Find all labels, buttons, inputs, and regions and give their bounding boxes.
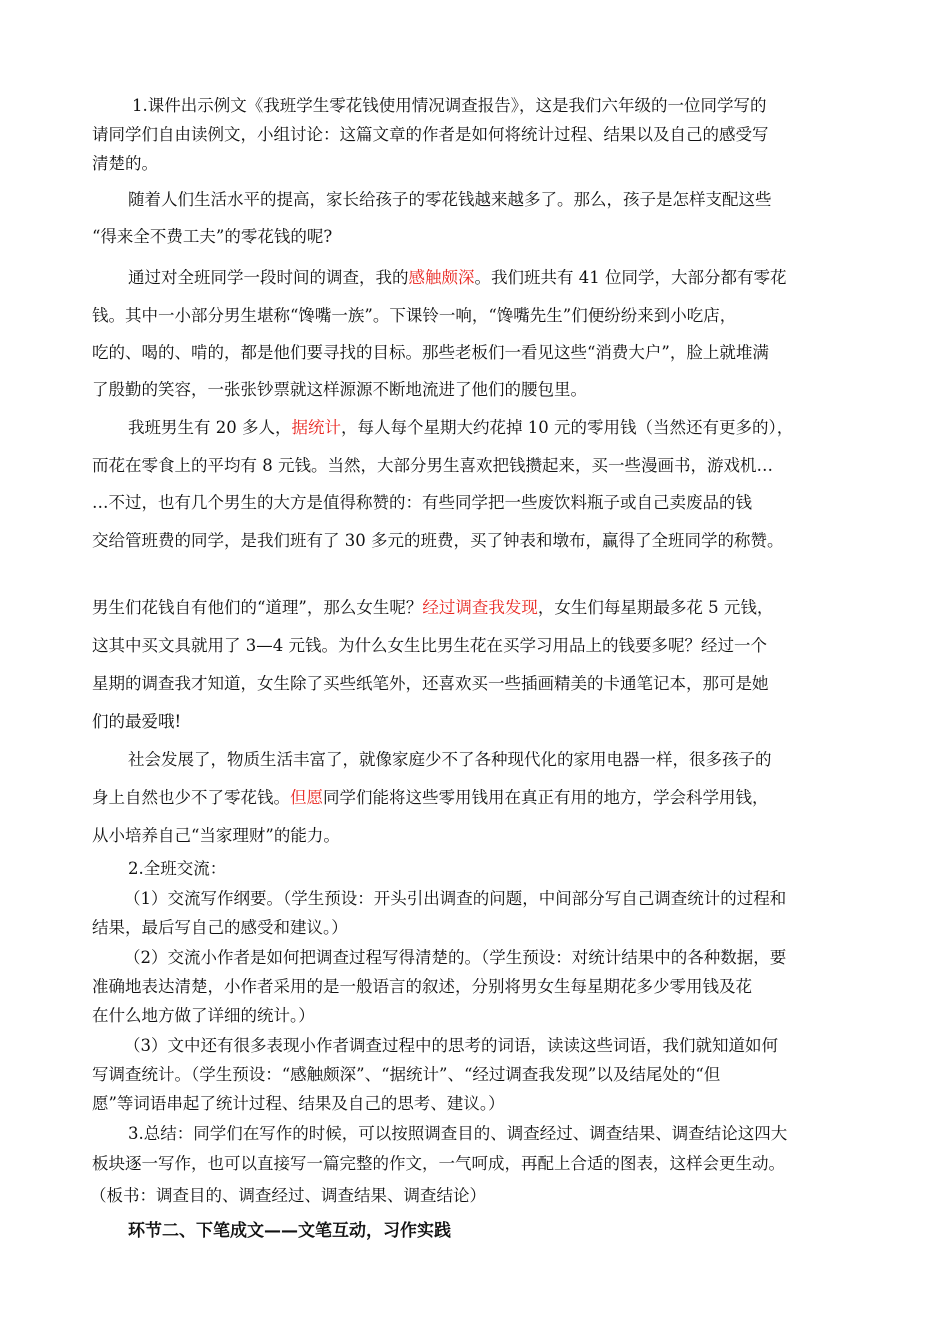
- s2-item2-line1: （2）交流小作者是如何把调查过程写得清楚的。（学生预设：对统计结果中的各种数据，要: [124, 948, 787, 967]
- keyword-dan-yuan: 但愿: [290, 788, 323, 807]
- p5-line1-text-a: 男生们花钱自有他们的“道理”，那么女生呢？: [92, 598, 423, 617]
- section-heading: 环节二、下笔成文——文笔互动，习作实践: [128, 1221, 451, 1241]
- p4-line1-text-b: ，每人每个星期大约花掉 10 元的零用钱（当然还有更多的），: [341, 418, 794, 437]
- p2-line2: “得来全不费工夫”的零花钱的呢?: [92, 227, 333, 246]
- p3-line1: [128, 264, 787, 288]
- p5-line4: 们的最爱哦!: [92, 712, 182, 731]
- s3-line1: 3.总结：同学们在写作的时候，可以按照调查目的、调查经过、调查结果、调查结论这四大: [128, 1124, 788, 1143]
- s2-item3-line2: 写调查统计。（学生预设：“感触颇深”、“据统计”、“经过调查我发现”以及结尾处的“但: [92, 1065, 721, 1084]
- p1-line1: 1.课件出示例文《我班学生零花钱使用情况调查报告》，这是我们六年级的一位同学写的: [132, 96, 767, 115]
- p6-line2: [92, 784, 769, 808]
- p5-line1: [92, 594, 773, 618]
- s2-item1-line2: 结果，最后写自己的感受和建议。）: [92, 918, 348, 937]
- p3-line1-text-a: 通过对全班同学一段时间的调查，我的: [128, 268, 409, 287]
- p4-line1: [128, 414, 793, 438]
- p6-line2-text-a: 身上自然也少不了零花钱。: [92, 788, 290, 807]
- s2-item2-line3: 在什么地方做了详细的统计。）: [92, 1006, 315, 1025]
- p1-line3: 清楚的。: [92, 154, 158, 173]
- s2-item2-line2: 准确地表达清楚，小作者采用的是一般语言的叙述，分别将男女生每星期花多少零用钱及花: [92, 977, 752, 996]
- s3-line2: 板块逐一写作，也可以直接写一篇完整的作文，一气呵成，再配上合适的图表，这样会更生动。: [92, 1154, 785, 1173]
- keyword-jing-guo-diao-cha: 经过调查我发现: [422, 598, 538, 617]
- p3-line2: 钱。其中一小部分男生堪称“馋嘴一族”。下课铃一响，“馋嘴先生”们便纷纷来到小吃店，: [92, 306, 737, 325]
- p4-line2: 而花在零食上的平均有 8 元钱。当然，大部分男生喜欢把钱攒起来，买一些漫画书，游戏机…: [92, 456, 773, 475]
- p4-line4: 交给管班费的同学，是我们班有了 30 多元的班费，买了钟表和墩布，赢得了全班同学的称赞。: [92, 531, 784, 550]
- p4-line1-text-a: 我班男生有 20 多人，: [128, 418, 292, 437]
- s2-item3-line3: 愿”等词语串起了统计过程、结果及自己的思考、建议。）: [92, 1094, 505, 1113]
- p5-line1-text-b: ，女生们每星期最多花 5 元钱，: [537, 598, 774, 617]
- p3-line1-text-b: 。我们班共有 41 位同学，大部分都有零花: [474, 268, 787, 287]
- board-summary: （板书：调查目的、调查经过、调查结果、调查结论）: [90, 1186, 486, 1205]
- s2-item1-line1: （1）交流写作纲要。（学生预设：开头引出调查的问题，中间部分写自己调查统计的过程和: [124, 889, 787, 908]
- p4-line3: …不过，也有几个男生的大方是值得称赞的：有些同学把一些废饮料瓶子或自己卖废品的钱: [92, 493, 752, 512]
- p3-line4: 了殷勤的笑容，一张张钞票就这样源源不断地流进了他们的腰包里。: [92, 380, 587, 399]
- s2-title: 2.全班交流：: [128, 859, 227, 878]
- p2-line1: 随着人们生活水平的提高，家长给孩子的零花钱越来越多了。那么，孩子是怎样支配这些: [128, 190, 772, 209]
- p5-line3: 星期的调查我才知道，女生除了买些纸笔外，还喜欢买一些插画精美的卡通笔记本，那可是她: [92, 674, 769, 693]
- p6-line1: 社会发展了，物质生活丰富了，就像家庭少不了各种现代化的家用电器一样，很多孩子的: [128, 750, 772, 769]
- p6-line2-text-b: 同学们能将这些零用钱用在真正有用的地方，学会科学用钱，: [323, 788, 769, 807]
- p5-line2: 这其中买文具就用了 3—4 元钱。为什么女生比男生花在买学习用品上的钱要多呢？经过一个: [92, 636, 767, 655]
- p3-line3: 吃的、喝的、啃的，都是他们要寻找的目标。那些老板们一看见这些“消费大户”，脸上就堆满: [92, 343, 769, 362]
- s2-item3-line1: （3）文中还有很多表现小作者调查过程中的思考的词语，读读这些词语，我们就知道如何: [124, 1036, 778, 1055]
- keyword-ju-tong-ji: 据统计: [291, 418, 341, 437]
- p1-line2: 请同学们自由读例文，小组讨论：这篇文章的作者是如何将统计过程、结果以及自己的感受写: [92, 125, 769, 144]
- keyword-gan-chu-po-shen: 感触颇深: [408, 268, 475, 287]
- p6-line3: 从小培养自己“当家理财”的能力。: [92, 826, 340, 845]
